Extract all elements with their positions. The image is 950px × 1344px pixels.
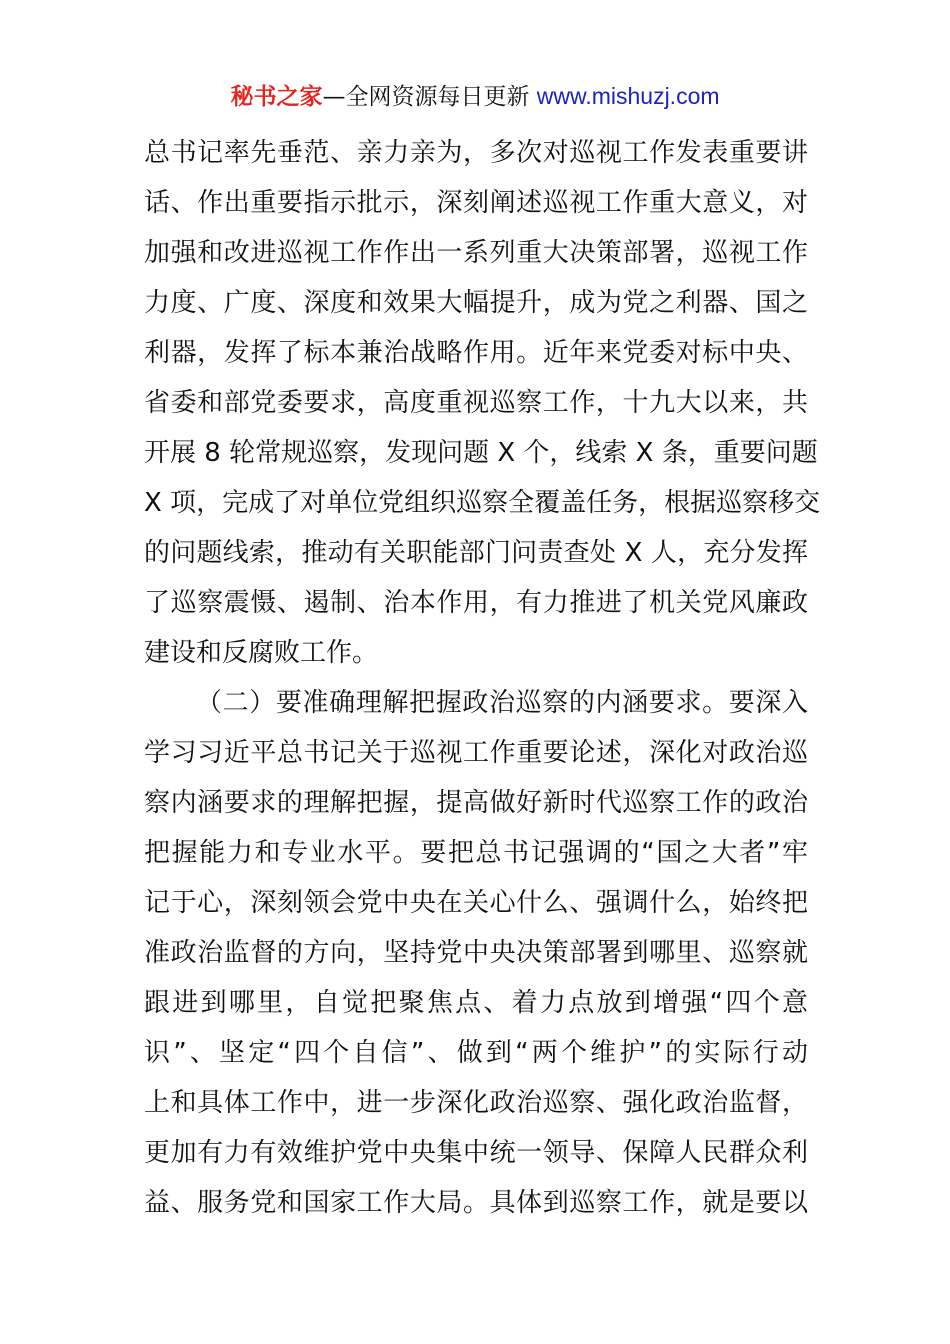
text-line: 把握能力和专业水平。要把总书记强调的“国之大者”牢 [144, 838, 808, 868]
document-body [144, 128, 821, 1228]
text-line: 更加有力有效维护党中央集中统一领导、保障人民群众利 [144, 1138, 808, 1168]
text-line: 开展 8 轮常规巡察，发现问题 X 个，线索 X 条，重要问题 [144, 438, 818, 468]
site-brand: 秘书之家 [230, 84, 323, 110]
text-line: 察内涵要求的理解把握，提高做好新时代巡察工作的政治 [144, 788, 808, 818]
text-line: 力度、广度、深度和效果大幅提升，成为党之利器、国之 [144, 288, 808, 318]
text-line: 识”、坚定“四个自信”、做到“两个维护”的实际行动 [144, 1038, 808, 1068]
section-heading-line: （二）要准确理解把握政治巡察的内涵要求。要深入 [196, 688, 808, 718]
text-line: 建设和反腐败工作。 [144, 638, 379, 668]
text-line: 准政治监督的方向，坚持党中央决策部署到哪里、巡察就 [144, 938, 808, 968]
text-line: X 项，完成了对单位党组织巡察全覆盖任务，根据巡察移交 [144, 488, 821, 518]
text-line: 话、作出重要指示批示，深刻阐述巡视工作重大意义，对 [144, 188, 808, 218]
text-line: 学习习近平总书记关于巡视工作重要论述，深化对政治巡 [144, 738, 808, 768]
text-line: 跟进到哪里，自觉把聚焦点、着力点放到增强“四个意 [144, 988, 808, 1018]
page-header [0, 80, 950, 113]
text-line: 了巡察震慑、遏制、治本作用，有力推进了机关党风廉政 [144, 588, 808, 618]
site-url-link[interactable]: www.mishuzj.com [536, 83, 720, 109]
text-line: 记于心，深刻领会党中央在关心什么、强调什么，始终把 [144, 888, 808, 918]
text-line: 益、服务党和国家工作大局。具体到巡察工作，就是要以 [144, 1188, 808, 1218]
text-line: 利器，发挥了标本兼治战略作用。近年来党委对标中央、 [144, 338, 808, 368]
site-tagline: —全网资源每日更新 [322, 84, 530, 110]
text-line: 上和具体工作中，进一步深化政治巡察、强化政治监督， [144, 1088, 808, 1118]
text-line: 的问题线索，推动有关职能部门问责查处 X 人，充分发挥 [144, 538, 808, 568]
text-line: 加强和改进巡视工作作出一系列重大决策部署，巡视工作 [144, 238, 808, 268]
text-line: 省委和部党委要求，高度重视巡察工作，十九大以来，共 [144, 388, 808, 418]
text-line: 总书记率先垂范、亲力亲为，多次对巡视工作发表重要讲 [144, 138, 808, 168]
